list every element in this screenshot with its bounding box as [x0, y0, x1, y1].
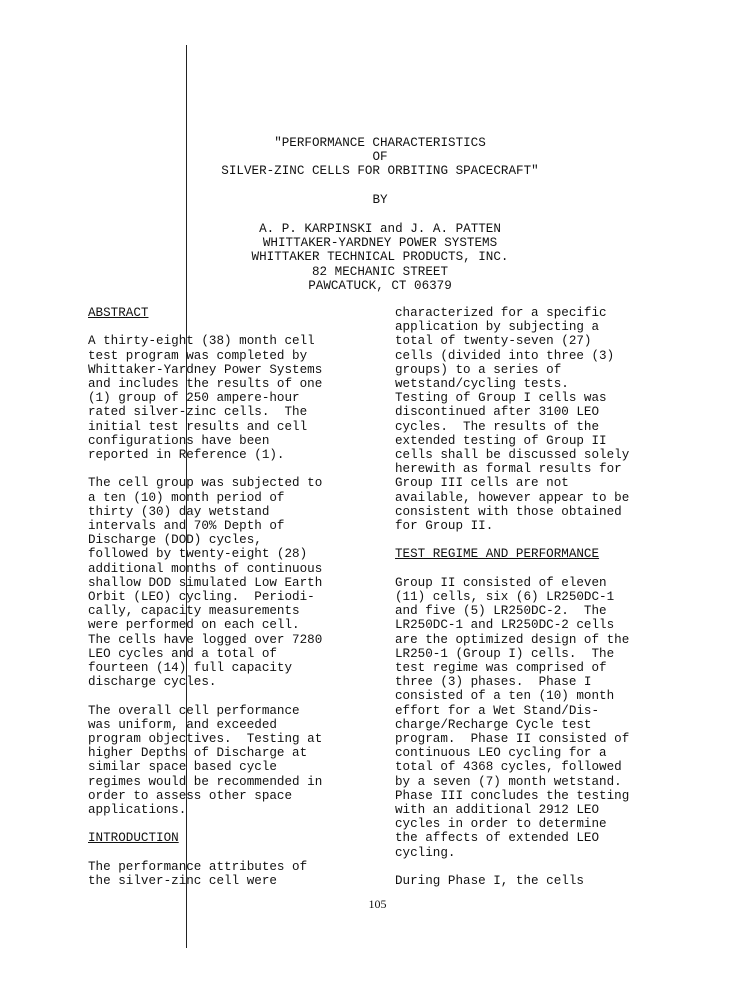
text-line: The cell group was subjected to: [88, 476, 323, 491]
author-names: A. P. KARPINSKI and J. A. PATTEN: [259, 222, 501, 236]
text-line: cells shall be discussed solely: [395, 448, 630, 463]
text-line: program objectives. Testing at: [88, 732, 323, 747]
left-column: [88, 306, 358, 888]
text-line: Group II consisted of eleven: [395, 575, 607, 590]
text-line: higher Depths of Discharge at: [88, 746, 308, 761]
affiliation-2: WHITTAKER TECHNICAL PRODUCTS, INC.: [251, 250, 509, 265]
text-line: with an additional 2912 LEO: [395, 803, 600, 818]
text-line: thirty (30) day wetstand: [88, 504, 270, 519]
abstract-paragraph-2: [88, 476, 358, 689]
text-line: regimes would be recommended in: [88, 774, 323, 789]
text-line: applications.: [88, 803, 187, 818]
introduction-paragraph-1: [88, 860, 358, 888]
text-line: wetstand/cycling tests.: [395, 377, 569, 392]
text-line: was uniform, and exceeded: [88, 717, 277, 732]
text-line: Discharge (DOD) cycles,: [88, 533, 262, 548]
page-number: 105: [368, 897, 387, 911]
text-line: rated silver-zinc cells. The: [88, 405, 308, 420]
text-line: consistent with those obtained: [395, 504, 622, 519]
text-line: The overall cell performance: [88, 703, 300, 718]
text-line: discharge cycles.: [88, 675, 217, 690]
text-line: and five (5) LR250DC-2. The: [395, 604, 607, 619]
text-line: Phase III concludes the testing: [395, 788, 630, 803]
text-line: The performance attributes of: [88, 859, 308, 874]
text-line: initial test results and cell: [88, 419, 308, 434]
author-block: [170, 222, 590, 293]
text-line: LR250DC-1 and LR250DC-2 cells: [395, 618, 615, 633]
text-line: The cells have logged over 7280: [88, 632, 323, 647]
text-line: the silver-zinc cell were: [88, 874, 277, 889]
text-line: Whittaker-Yardney Power Systems: [88, 362, 323, 377]
text-line: Testing of Group I cells was: [395, 391, 607, 406]
text-line: total of twenty-seven (27): [395, 334, 592, 349]
text-line: A thirty-eight (38) month cell: [88, 334, 315, 349]
text-line: discontinued after 3100 LEO: [395, 405, 600, 420]
text-line: (1) group of 250 ampere-hour: [88, 391, 300, 406]
text-line: reported in Reference (1).: [88, 448, 285, 463]
text-line: continuous LEO cycling for a: [395, 746, 607, 761]
text-line: for Group II.: [395, 519, 494, 534]
text-line: cally, capacity measurements: [88, 604, 300, 619]
text-line: effort for a Wet Stand/Dis-: [395, 703, 600, 718]
text-line: a ten (10) month period of: [88, 490, 285, 505]
abstract-paragraph-1: [88, 334, 358, 462]
text-line: order to assess other space: [88, 788, 293, 803]
paper-title: [170, 136, 590, 207]
abstract-heading: ABSTRACT: [88, 306, 149, 320]
right-column: [395, 306, 665, 888]
text-line: characterized for a specific: [395, 306, 607, 320]
text-line: During Phase I, the cells: [395, 874, 584, 889]
text-line: three (3) phases. Phase I: [395, 675, 592, 690]
text-line: followed by twenty-eight (28): [88, 547, 308, 562]
title-line-3: SILVER-ZINC CELLS FOR ORBITING SPACECRAFT": [221, 164, 539, 179]
text-line: program. Phase II consisted of: [395, 732, 630, 747]
text-line: Group III cells are not: [395, 476, 569, 491]
text-line: cycles. The results of the: [395, 419, 600, 434]
intro-continuation-paragraph: [395, 306, 665, 533]
address-street: 82 MECHANIC STREET: [311, 264, 449, 279]
text-line: charge/Recharge Cycle test: [395, 717, 592, 732]
abstract-paragraph-3: [88, 704, 358, 818]
text-line: configurations have been: [88, 433, 270, 448]
affiliation-1: WHITTAKER-YARDNEY POWER SYSTEMS: [262, 236, 498, 251]
text-line: extended testing of Group II: [395, 433, 607, 448]
text-line: fourteen (14) full capacity: [88, 661, 293, 676]
text-line: similar space based cycle: [88, 760, 277, 775]
text-line: intervals and 70% Depth of: [88, 519, 285, 534]
text-line: cycling.: [395, 845, 456, 860]
text-line: groups) to a series of: [395, 362, 562, 377]
text-line: additional months of continuous: [88, 561, 323, 576]
text-line: Orbit (LEO) cycling. Periodi-: [88, 590, 315, 605]
text-line: LR250-1 (Group I) cells. The: [395, 646, 615, 661]
text-line: LEO cycles and a total of: [88, 646, 277, 661]
test-regime-heading: TEST REGIME AND PERFORMANCE: [395, 547, 600, 562]
text-line: cycles in order to determine: [395, 817, 607, 832]
title-line-2: OF: [372, 150, 388, 165]
title-line-1: "PERFORMANCE CHARACTERISTICS: [274, 136, 486, 150]
text-line: test program was completed by: [88, 348, 308, 363]
text-line: consisted of a ten (10) month: [395, 689, 615, 704]
test-regime-paragraph-1: [395, 576, 665, 860]
address-city: PAWCATUCK, CT 06379: [308, 278, 452, 293]
text-line: and includes the results of one: [88, 377, 323, 391]
text-line: are the optimized design of the: [395, 632, 630, 647]
text-line: total of 4368 cycles, followed: [395, 760, 622, 775]
text-line: the affects of extended LEO: [395, 831, 600, 846]
introduction-heading: INTRODUCTION: [88, 831, 179, 846]
text-line: application by subjecting a: [395, 320, 600, 335]
text-line: (11) cells, six (6) LR250DC-1: [395, 590, 615, 605]
text-line: test regime was comprised of: [395, 661, 607, 676]
text-line: available, however appear to be: [395, 490, 630, 505]
text-line: shallow DOD simulated Low Earth: [88, 575, 323, 590]
text-line: cells (divided into three (3): [395, 348, 615, 363]
title-by: BY: [372, 192, 388, 207]
text-line: herewith as formal results for: [395, 462, 622, 477]
text-line: by a seven (7) month wetstand.: [395, 774, 622, 789]
test-regime-paragraph-2: [395, 874, 665, 888]
text-line: were performed on each cell.: [88, 618, 300, 633]
